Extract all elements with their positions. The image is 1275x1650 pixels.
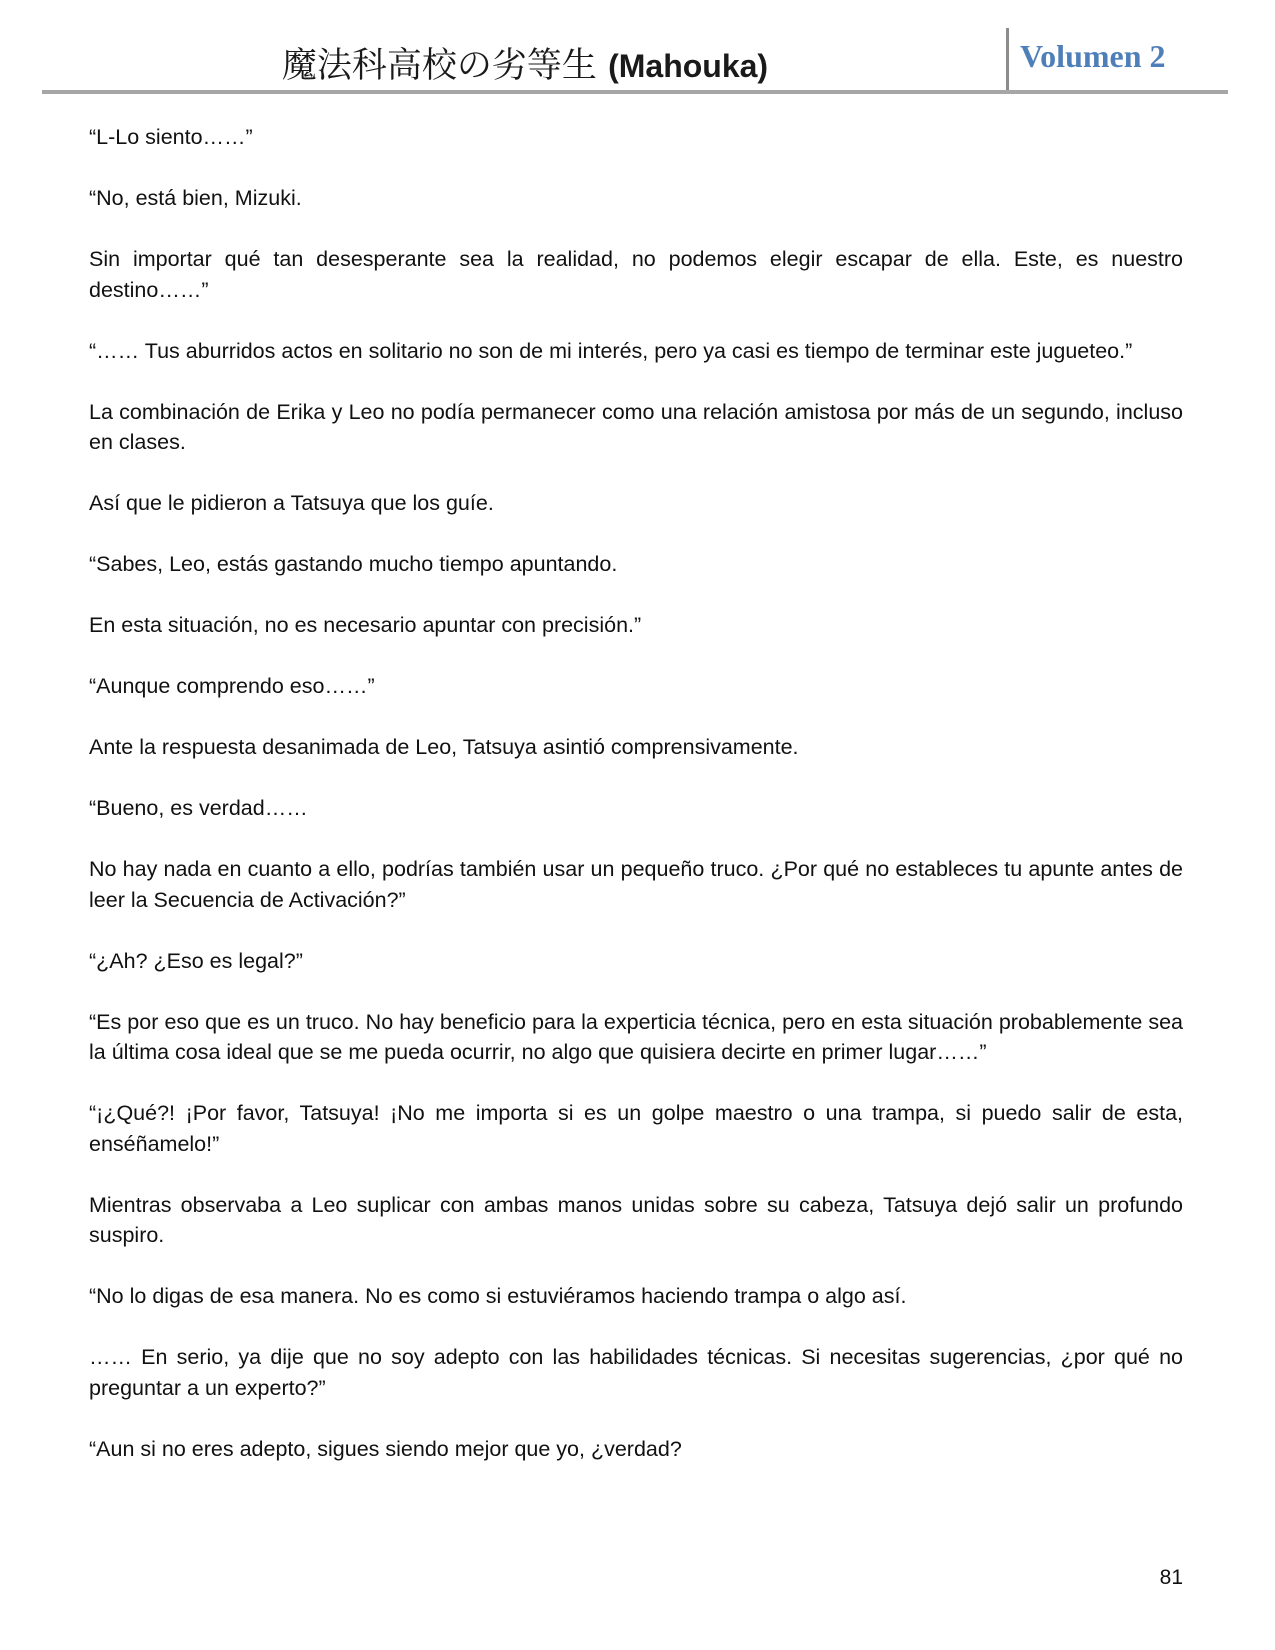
- paragraph: “Aunque comprendo eso……”: [89, 674, 375, 698]
- paragraph: Mientras observaba a Leo suplicar con ambas manos unidas sobre su cabeza, Tatsuya dejó salir un profundo suspiro.: [89, 1192, 1183, 1247]
- paragraph: “No lo digas de esa manera. No es como si estuviéramos haciendo trampa o algo así.: [89, 1284, 907, 1308]
- paragraph: “…… Tus aburridos actos en solitario no son de mi interés, pero ya casi es tiempo de terminar este jugueteo.”: [89, 338, 1133, 363]
- paragraph: Ante la respuesta desanimada de Leo, Tatsuya asintió comprensivamente.: [89, 735, 799, 759]
- paragraph: En esta situación, no es necesario apuntar con precisión.”: [89, 613, 642, 637]
- header-title: [42, 38, 1008, 88]
- paragraph: “Bueno, es verdad……: [89, 796, 308, 820]
- page-header: [42, 28, 1228, 94]
- paragraph: “Sabes, Leo, estás gastando mucho tiempo apuntando.: [89, 552, 618, 576]
- paragraph: Así que le pidieron a Tatsuya que los guíe.: [89, 491, 494, 515]
- page-number: 81: [1159, 1566, 1183, 1589]
- paragraph: Sin importar qué tan desesperante sea la realidad, no podemos elegir escapar de ella. Este, es nuestro destino……”: [89, 247, 1183, 302]
- header-title-latin: (Mahouka): [608, 48, 769, 84]
- header-title-japanese: 魔法科高校の劣等生: [281, 46, 597, 86]
- header-separator: [1006, 28, 1009, 92]
- paragraph: “No, está bien, Mizuki.: [89, 186, 302, 210]
- volume-label: Volumen 2: [1020, 38, 1166, 74]
- body-text: [89, 122, 1183, 1495]
- paragraph: “Es por eso que es un truco. No hay beneficio para la experticia técnica, pero en esta situación probablemente sea la última cosa ideal que se me pueda ocurrir, no algo que quisiera decirte en primer lugar……”: [89, 1009, 1183, 1064]
- paragraph: “Aun si no eres adepto, sigues siendo mejor que yo, ¿verdad?: [89, 1436, 682, 1461]
- paragraph: La combinación de Erika y Leo no podía permanecer como una relación amistosa por más de un segundo, incluso en clases.: [89, 399, 1183, 454]
- paragraph: “¡¿Qué?! ¡Por favor, Tatsuya! ¡No me importa si es un golpe maestro o una trampa, si puedo salir de esta, enséñamelo!”: [89, 1101, 1183, 1156]
- paragraph: “L-Lo siento……”: [89, 125, 253, 149]
- paragraph: No hay nada en cuanto a ello, podrías también usar un pequeño truco. ¿Por qué no estableces tu apunte antes de leer la Secuencia de Activación?”: [89, 857, 1183, 912]
- paragraph: “¿Ah? ¿Eso es legal?”: [89, 948, 303, 973]
- paragraph: …… En serio, ya dije que no soy adepto con las habilidades técnicas. Si necesitas sugerencias, ¿por qué no preguntar a un experto?”: [89, 1345, 1183, 1400]
- header-rule: [42, 90, 1228, 94]
